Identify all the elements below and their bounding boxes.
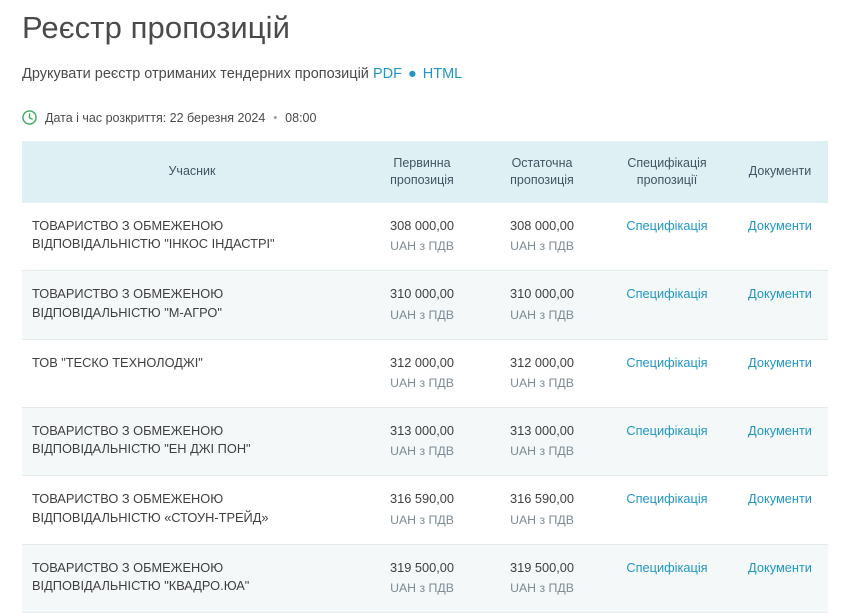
documents-link[interactable]: Документи	[748, 491, 812, 507]
column-header-final-line1: Остаточна	[511, 156, 573, 170]
documents-link[interactable]: Документи	[748, 354, 812, 370]
final-proposal-amount	[482, 476, 602, 544]
final-amount-currency: UAH з ПДВ	[510, 239, 574, 254]
participant-name: ТОВАРИСТВО З ОБМЕЖЕНОЮ ВІДПОВІДАЛЬНІСТЮ "М-АГРО"	[22, 271, 362, 339]
final-proposal-amount	[482, 407, 602, 475]
reveal-time: 08:00	[285, 110, 317, 125]
final-amount-value: 308 000,00	[509, 217, 575, 233]
participant-name: ТОВАРИСТВО З ОБМЕЖЕНОЮ ВІДПОВІДАЛЬНІСТЮ "ЕН ДЖІ ПОН"	[22, 407, 362, 475]
final-amount-value: 313 000,00	[509, 422, 575, 438]
specification-link[interactable]: Специфікація	[626, 217, 708, 233]
page-title: Реєстр пропозицій	[22, 10, 291, 45]
specification-cell	[602, 271, 732, 339]
reveal-date-label: Дата і час розкриття: 22 березня 2024	[45, 110, 266, 125]
specification-cell	[602, 476, 732, 544]
specification-cell	[602, 203, 732, 271]
initial-amount-value: 312 000,00	[389, 354, 455, 370]
initial-proposal-amount	[362, 203, 482, 271]
initial-amount-value: 319 500,00	[389, 559, 455, 575]
table-row	[22, 203, 828, 271]
documents-link[interactable]: Документи	[748, 286, 812, 302]
column-header-initial-proposal	[362, 141, 482, 203]
initial-amount-value: 308 000,00	[389, 217, 455, 233]
table-header-row	[22, 141, 828, 203]
documents-cell	[732, 271, 828, 339]
clock-icon	[22, 110, 37, 125]
print-registry-line	[0, 46, 847, 82]
specification-link[interactable]: Специфікація	[626, 286, 708, 302]
participant-name: ТОВАРИСТВО З ОБМЕЖЕНОЮ ВІДПОВІДАЛЬНІСТЮ «СТОУН-ТРЕЙД»	[22, 476, 362, 544]
participant-name: ТОВАРИСТВО З ОБМЕЖЕНОЮ ВІДПОВІДАЛЬНІСТЮ "КВАДРО.ЮА"	[22, 544, 362, 612]
initial-proposal-amount	[362, 339, 482, 407]
documents-link[interactable]: Документи	[748, 422, 812, 438]
initial-amount-value: 316 590,00	[389, 491, 455, 507]
specification-cell	[602, 407, 732, 475]
reveal-datetime	[0, 82, 847, 125]
proposals-table-head	[22, 141, 828, 203]
final-amount-value: 312 000,00	[509, 354, 575, 370]
proposals-table	[22, 141, 828, 613]
documents-link[interactable]: Документи	[748, 217, 812, 233]
specification-link[interactable]: Специфікація	[626, 491, 708, 507]
initial-proposal-amount	[362, 407, 482, 475]
reveal-separator: •	[273, 111, 278, 124]
documents-link[interactable]: Документи	[748, 559, 812, 575]
final-amount-value: 316 590,00	[509, 491, 575, 507]
column-header-specification	[602, 141, 732, 203]
documents-cell	[732, 203, 828, 271]
initial-amount-currency: UAH з ПДВ	[390, 376, 454, 391]
initial-amount-value: 310 000,00	[389, 286, 455, 302]
final-amount-currency: UAH з ПДВ	[510, 444, 574, 459]
initial-amount-currency: UAH з ПДВ	[390, 512, 454, 527]
table-row	[22, 544, 828, 612]
initial-amount-value: 313 000,00	[389, 422, 455, 438]
final-amount-currency: UAH з ПДВ	[510, 512, 574, 527]
print-pdf-link[interactable]: PDF	[372, 66, 402, 82]
specification-cell	[602, 339, 732, 407]
initial-proposal-amount	[362, 476, 482, 544]
initial-amount-currency: UAH з ПДВ	[390, 239, 454, 254]
documents-cell	[732, 476, 828, 544]
print-html-link[interactable]: HTML	[422, 66, 463, 82]
column-header-initial-line2: пропозиція	[390, 172, 454, 187]
column-header-participant: Учасник	[22, 141, 362, 203]
table-row	[22, 339, 828, 407]
specification-link[interactable]: Специфікація	[626, 559, 708, 575]
initial-amount-currency: UAH з ПДВ	[390, 444, 454, 459]
final-proposal-amount	[482, 271, 602, 339]
final-amount-currency: UAH з ПДВ	[510, 376, 574, 391]
documents-cell	[732, 544, 828, 612]
final-amount-currency: UAH з ПДВ	[510, 307, 574, 322]
print-link-separator: ●	[407, 66, 417, 82]
final-amount-value: 319 500,00	[509, 559, 575, 575]
initial-proposal-amount	[362, 271, 482, 339]
documents-cell	[732, 407, 828, 475]
table-row	[22, 476, 828, 544]
documents-cell	[732, 339, 828, 407]
table-row	[22, 407, 828, 475]
print-registry-label: Друкувати реєстр отриманих тендерних пропозицій	[22, 66, 369, 82]
participant-name: ТОВАРИСТВО З ОБМЕЖЕНОЮ ВІДПОВІДАЛЬНІСТЮ "ІНКОС ІНДАСТРІ"	[22, 203, 362, 271]
final-amount-currency: UAH з ПДВ	[510, 581, 574, 596]
participant-name: ТОВ "ТЕСКО ТЕХНОЛОДЖІ"	[22, 339, 362, 407]
initial-proposal-amount	[362, 544, 482, 612]
specification-cell	[602, 544, 732, 612]
final-amount-value: 310 000,00	[509, 286, 575, 302]
column-header-final-proposal	[482, 141, 602, 203]
final-proposal-amount	[482, 203, 602, 271]
table-row	[22, 271, 828, 339]
specification-link[interactable]: Специфікація	[626, 422, 708, 438]
column-header-final-line2: пропозиція	[510, 172, 574, 187]
column-header-initial-line1: Первинна	[393, 156, 451, 170]
initial-amount-currency: UAH з ПДВ	[390, 581, 454, 596]
final-proposal-amount	[482, 544, 602, 612]
final-proposal-amount	[482, 339, 602, 407]
specification-link[interactable]: Специфікація	[626, 354, 708, 370]
column-header-documents: Документи	[732, 141, 828, 203]
proposals-table-body	[22, 203, 828, 613]
column-header-spec-line2: пропозиції	[636, 172, 698, 187]
column-header-spec-line1: Специфікація	[627, 156, 707, 170]
initial-amount-currency: UAH з ПДВ	[390, 307, 454, 322]
